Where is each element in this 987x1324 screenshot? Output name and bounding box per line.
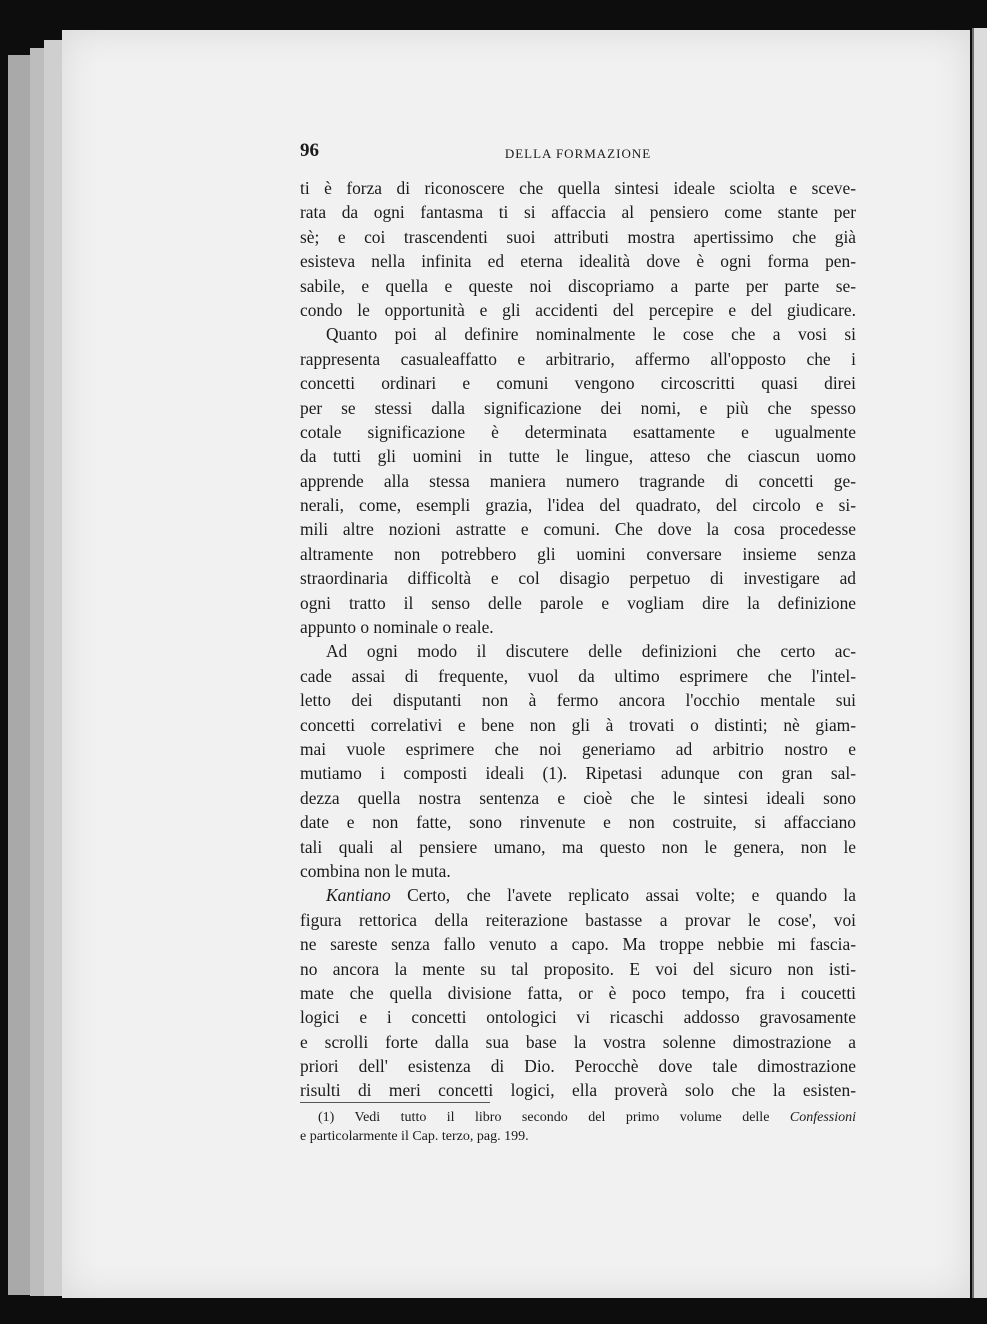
text-line: mai vuole esprimere che noi generiamo ad arbitrio nostro e — [300, 738, 856, 759]
text-line: combina non le muta. — [300, 860, 451, 881]
text-line: da tutti gli uomini in tutte le lingue, atteso che ciascun uomo — [300, 446, 856, 467]
text-line: Ad ogni modo il discutere delle definizioni che certo ac- — [326, 641, 856, 662]
text-line: figura rettorica della reiterazione bastasse a provar le cose', voi — [300, 909, 856, 930]
text-line: per se stessi dalla significazione dei nomi, e più che spesso — [300, 397, 856, 418]
speaker-text: Certo, che l'avete replicato assai volte; e quando la — [407, 885, 856, 906]
footnote-line — [300, 1108, 856, 1127]
text-line: risulti di meri concetti logici, ella proverà solo che la esisten- — [300, 1080, 856, 1101]
body-text — [300, 176, 856, 1103]
text-line: no ancora la mente su tal proposito. E voi del sicuro non isti- — [300, 958, 856, 979]
text-line: ti è forza di riconoscere che quella sintesi ideale sciolta e sceve- — [300, 178, 856, 198]
text-line: Quanto poi al definire nominalmente le cose che a vosi si — [326, 324, 856, 345]
text-line: esisteva nella infinita ed eterna idealità dove è ogni forma pen- — [300, 251, 856, 272]
text-line: straordinaria difficoltà e col disagio perpetuo di investigare ad — [300, 568, 856, 589]
text-line: rappresenta casualeaffatto e arbitrario, affermo all'opposto che i — [300, 348, 856, 369]
text-line: logici e i concetti ontologici vi ricaschi addosso gravosamente — [300, 1007, 856, 1028]
text-line: concetti correlativi e bene non gli à trovati o distinti; nè giam- — [300, 714, 856, 735]
text-line: rata da ogni fantasma ti si affaccia al pensiero come stante per — [300, 202, 856, 223]
text-line: dezza quella nostra sentenza e cioè che le sintesi ideali sono — [300, 787, 856, 808]
text-line: ne sareste senza fallo venuto a capo. Ma troppe nebbie mi fascia- — [300, 934, 856, 955]
text-line: mate che quella divisione fatta, or è poco tempo, fra i coucetti — [300, 982, 856, 1003]
footnote-book-title: Confessioni — [789, 1110, 856, 1125]
text-line: sabile, e quella e queste noi discopriamo a parte per parte se- — [300, 275, 856, 296]
text-line: letto dei disputanti non à fermo ancora l'occhio mentale sui — [300, 690, 856, 711]
text-line: tali quali al pensiere umano, ma questo non le genera, non le — [300, 836, 856, 857]
footnote-text: (1) Vedi tutto il libro secondo del primo volume delle — [318, 1110, 770, 1125]
footnote-line: e particolarmente il Cap. terzo, pag. 199. — [300, 1129, 529, 1144]
text-line: appunto o nominale o reale. — [300, 617, 494, 638]
speaker-name: Kantiano — [326, 885, 391, 906]
text-line: date e non fatte, sono rinvenute e non costruite, si affacciano — [300, 812, 856, 833]
text-line: nerali, come, esempli grazia, l'idea del quadrato, del circolo e si- — [300, 495, 856, 516]
footnotes — [300, 1108, 856, 1146]
text-line: e scrolli forte dalla sua base la vostra solenne dimostrazione a — [300, 1031, 856, 1052]
text-line: priori dell' esistenza di Dio. Perocchè dove tale dimostrazione — [300, 1056, 856, 1077]
text-line — [300, 883, 856, 907]
text-line: apprende alla stessa maniera numero tragrande di concetti ge- — [300, 470, 856, 491]
text-line: mutiamo i composti ideali (1). Ripetasi adunque con gran sal- — [300, 763, 856, 784]
text-line: sè; e coi trascendenti suoi attributi mostra apertissimo che già — [300, 226, 856, 247]
text-line: altramente non potrebbero gli uomini conversare insieme senza — [300, 543, 856, 564]
text-line: condo le opportunità e gli accidenti del percepire e del giudicare. — [300, 299, 856, 320]
text-line: cotale significazione è determinata esattamente e ugualmente — [300, 421, 856, 442]
page-number: 96 — [300, 140, 319, 161]
text-line: concetti ordinari e comuni vengono circoscritti quasi direi — [300, 373, 856, 394]
text-line: mili altre nozioni astratte e comuni. Che dove la cosa procedesse — [300, 519, 856, 540]
footnote-rule — [300, 1102, 490, 1103]
text-line: ogni tratto il senso delle parole e vogliam dire la definizione — [300, 592, 856, 613]
adjacent-page-edge — [972, 28, 987, 1298]
running-title: DELLA FORMAZIONE — [504, 146, 652, 161]
page-header — [300, 140, 856, 168]
text-line: cade assai di frequente, vuol da ultimo esprimere che l'intel- — [300, 665, 856, 686]
